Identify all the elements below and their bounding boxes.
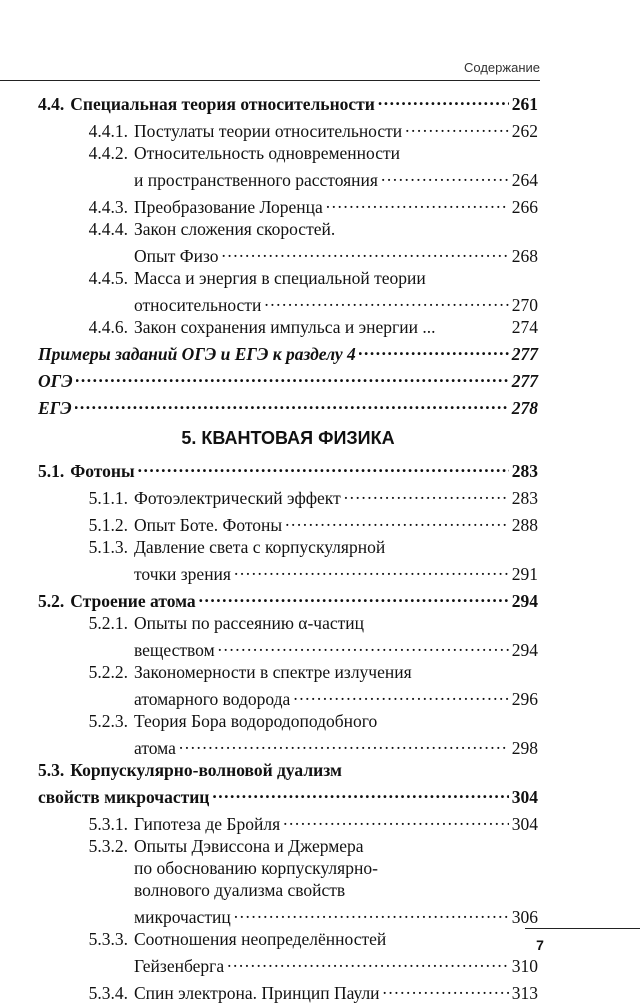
dot-leader: [138, 455, 509, 477]
toc-entry-page: 310: [511, 956, 538, 976]
toc-entry-page: 291: [511, 564, 538, 584]
toc-entry: [38, 115, 538, 142]
toc-entry: [38, 191, 538, 218]
toc-entry-line: [38, 558, 538, 585]
toc-entry-page: 268: [511, 246, 538, 266]
toc-entry-line: [38, 732, 538, 759]
toc-entry-line: [74, 115, 538, 142]
toc-entry: [38, 585, 538, 612]
toc-entry-continuation: атомарного водорода: [134, 689, 291, 709]
toc-entry-title: Закон сохранения импульса и энергии ...: [134, 317, 436, 337]
toc-entry-number: 5.2.: [38, 591, 65, 611]
toc-entry-continuation: веществом: [134, 640, 215, 660]
toc-entry-title: Относительность одновременности: [134, 143, 401, 163]
toc-entry-number: 5.1.3.: [88, 537, 128, 557]
dot-leader: [283, 808, 509, 830]
toc-entry-continuation: микрочастиц: [134, 907, 231, 927]
toc-entry-page: 266: [511, 197, 538, 217]
dot-leader: [234, 558, 509, 580]
footer-rule: [525, 928, 640, 929]
toc-entry-number: 4.4.6.: [88, 317, 128, 337]
dot-leader: [75, 392, 509, 414]
toc-entry-number: 4.4.1.: [88, 121, 128, 141]
toc-entry-title: Фотоны: [70, 461, 135, 481]
dot-leader: [264, 289, 508, 311]
toc-entry-line: [38, 392, 538, 419]
dot-leader: [381, 164, 509, 186]
dot-leader: [383, 977, 509, 999]
toc-entry: [38, 482, 538, 509]
toc-entry-page: 304: [511, 814, 538, 834]
dot-leader: [405, 115, 509, 137]
toc-entry-line: [38, 365, 538, 392]
toc-entry-continuation: относительности: [134, 295, 262, 315]
toc-entry: [38, 392, 538, 419]
toc-section-5: [38, 455, 538, 1004]
toc-entry: [38, 928, 538, 977]
toc-entry-number: 5.1.1.: [88, 488, 128, 508]
dot-leader: [285, 509, 509, 531]
toc-entry-title: Примеры заданий ОГЭ и ЕГЭ к разделу 4: [38, 344, 356, 364]
toc-entry-line: [74, 835, 538, 857]
toc-entry-line: [74, 191, 538, 218]
toc-entry: [38, 759, 538, 808]
toc-entry-title: Корпускулярно-волновой дуализм: [70, 760, 342, 780]
toc-entry-number: 5.3.4.: [88, 983, 128, 1003]
toc-entry-number: 5.3.2.: [88, 836, 128, 856]
toc-entry: [38, 536, 538, 585]
toc-entry-title: Спин электрона. Принцип Паули: [134, 983, 380, 1003]
toc-entry-title: Опыты по рассеянию α-частиц: [134, 613, 365, 633]
page-number: 7: [536, 937, 544, 953]
toc-entry-number: 5.2.2.: [88, 662, 128, 682]
toc-entry-number: 5.1.2.: [88, 515, 128, 535]
toc-entry-continuation: точки зрения: [134, 564, 231, 584]
toc-entry-number: 5.1.: [38, 461, 65, 481]
toc-entry-title: Строение атома: [70, 591, 196, 611]
dot-leader: [222, 240, 509, 262]
toc-entry-number: 4.4.2.: [88, 143, 128, 163]
toc-entry-line: [74, 218, 538, 240]
toc-entry-line: [38, 759, 538, 781]
toc-entry-line: [74, 536, 538, 558]
toc-entry-page: 264: [511, 170, 538, 190]
toc-entry-page: 283: [511, 461, 538, 481]
toc-entry-title: Постулаты теории относительности: [134, 121, 403, 141]
toc-entry: [38, 365, 538, 392]
toc-entry-number: 5.2.1.: [88, 613, 128, 633]
toc-entry-number: 4.4.: [38, 94, 65, 114]
toc-entry-number: 5.3.: [38, 760, 65, 780]
dot-leader: [218, 634, 509, 656]
toc-entry-line: [38, 338, 538, 365]
toc-entry: [38, 218, 538, 267]
toc-entry-line: [38, 634, 538, 661]
toc-entry-title: ОГЭ: [38, 371, 73, 391]
toc-entry-page: 274: [511, 317, 538, 337]
toc-entry-title: Закон сложения скоростей.: [134, 219, 336, 239]
dot-leader: [212, 781, 508, 803]
toc-entry-line: [38, 164, 538, 191]
toc-entry-page: 283: [511, 488, 538, 508]
toc-entry-continuation: по обоснованию корпускулярно-: [134, 858, 378, 878]
toc-entry: [38, 142, 538, 191]
header-rule: [0, 80, 540, 81]
toc-entry-line: [38, 585, 538, 612]
toc-entry-title: Теория Бора водородоподобного: [134, 711, 378, 731]
toc-entry-number: 5.2.3.: [88, 711, 128, 731]
toc-entry-page: 306: [511, 907, 538, 927]
toc-entry-line: [74, 316, 538, 338]
toc-entry-line: [38, 240, 538, 267]
toc-entry-title: Гипотеза де Бройля: [134, 814, 281, 834]
toc-entry-page: 277: [511, 371, 538, 391]
toc-entry-title: Соотношения неопределённостей: [134, 929, 387, 949]
toc-entry-line: [74, 509, 538, 536]
toc-entry: [38, 710, 538, 759]
toc-entry-title: Преобразование Лоренца: [134, 197, 323, 217]
toc-entry-page: 298: [511, 738, 538, 758]
toc-entry-title: Масса и энергия в специальной теории: [134, 268, 426, 288]
toc-entry: [38, 612, 538, 661]
toc-entry: [38, 835, 538, 928]
toc-entry-continuation: и пространственного расстояния: [134, 170, 378, 190]
toc-entry-page: 262: [511, 121, 538, 141]
toc-entry-line: [74, 267, 538, 289]
dot-leader: [293, 683, 508, 705]
toc-entry-line: [74, 482, 538, 509]
dot-leader: [359, 338, 509, 360]
toc-entry-continuation: атома: [134, 738, 176, 758]
toc-entry-number: 5.3.3.: [88, 929, 128, 949]
toc-entry-page: 288: [511, 515, 538, 535]
toc-entry: [38, 88, 538, 115]
toc-entry-number: 5.3.1.: [88, 814, 128, 834]
dot-leader: [76, 365, 509, 387]
toc-entry-page: 261: [511, 94, 538, 114]
toc-entry-title: Фотоэлектрический эффект: [134, 488, 341, 508]
toc-entry-line: [74, 661, 538, 683]
toc-entry-page: 296: [511, 689, 538, 709]
toc-section-4: [38, 88, 538, 419]
toc-entry-continuation: Гейзенберга: [134, 956, 225, 976]
toc-entry-page: 277: [511, 344, 538, 364]
toc-entry: [38, 509, 538, 536]
section-heading: 5. КВАНТОВАЯ ФИЗИКА: [181, 428, 395, 448]
toc-entry: [38, 808, 538, 835]
dot-leader: [227, 950, 509, 972]
dot-leader: [234, 901, 509, 923]
table-of-contents: [38, 88, 538, 1004]
toc-entry-page: 278: [511, 398, 538, 418]
toc-entry-page: 294: [511, 591, 538, 611]
toc-entry-line: [74, 612, 538, 634]
dot-leader: [378, 88, 509, 110]
toc-entry-continuation: свойств микрочастиц: [38, 787, 210, 807]
toc-entry-line: [74, 808, 538, 835]
toc-entry: [38, 316, 538, 338]
toc-entry-line: [74, 710, 538, 732]
toc-entry-number: 4.4.4.: [88, 219, 128, 239]
toc-entry-continuation: Опыт Физо: [134, 246, 219, 266]
toc-entry-page: 304: [511, 787, 538, 807]
toc-entry-line: [38, 781, 538, 808]
toc-entry-title: Давление света с корпускулярной: [134, 537, 386, 557]
toc-entry-number: 4.4.5.: [88, 268, 128, 288]
toc-entry: [38, 455, 538, 482]
toc-entry-continuation: волнового дуализма свойств: [134, 880, 346, 900]
toc-entry-line: [38, 455, 538, 482]
toc-entry: [38, 661, 538, 710]
toc-entry-page: 313: [511, 983, 538, 1003]
toc-entry-title: Закономерности в спектре излучения: [134, 662, 412, 682]
running-header: Содержание: [464, 60, 540, 75]
toc-entry: [38, 267, 538, 316]
toc-entry-line: [38, 88, 538, 115]
toc-entry-line: [38, 950, 538, 977]
toc-entry-title: Опыты Дэвиссона и Джермера: [134, 836, 364, 856]
toc-entry-title: ЕГЭ: [38, 398, 72, 418]
toc-entry-page: 270: [511, 295, 538, 315]
toc-entry-title: Специальная теория относительности: [70, 94, 375, 114]
dot-leader: [326, 191, 509, 213]
toc-entry-line: [74, 142, 538, 164]
toc-entry: [38, 338, 538, 365]
dot-leader: [179, 732, 509, 754]
toc-entry-number: 4.4.3.: [88, 197, 128, 217]
dot-leader: [199, 585, 509, 607]
toc-entry-line: [38, 901, 538, 928]
toc-entry-line: [38, 683, 538, 710]
toc-entry-page: 294: [511, 640, 538, 660]
dot-leader: [344, 482, 509, 504]
toc-entry-line: [38, 289, 538, 316]
toc-entry-title: Опыт Боте. Фотоны: [134, 515, 283, 535]
toc-entry-line: [74, 928, 538, 950]
